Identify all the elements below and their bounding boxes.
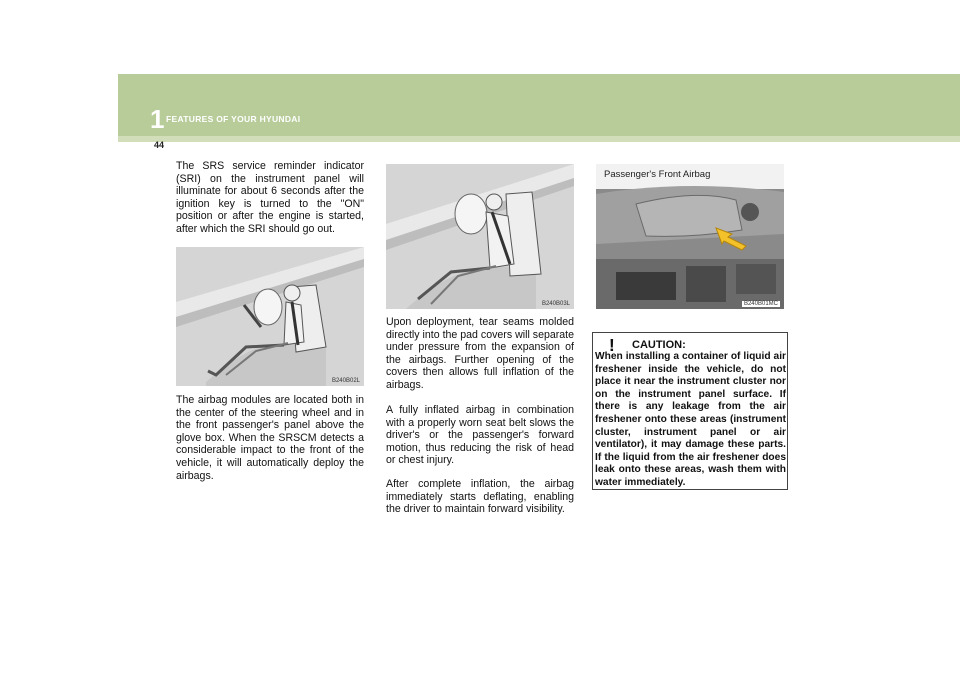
header-strip xyxy=(118,136,960,142)
passenger-airbag-photo xyxy=(596,164,784,309)
header-band xyxy=(118,74,960,136)
figure-code: B240B02L xyxy=(331,378,360,384)
figure-caption: Passenger's Front Airbag xyxy=(604,169,711,180)
deflation-paragraph: After complete inflation, the airbag immediately starts deflating, enabling the driver to maintain forward visibility. xyxy=(386,478,574,516)
caution-symbol: ! xyxy=(608,336,615,355)
caution-title: CAUTION: xyxy=(632,339,686,351)
sri-paragraph: The SRS service reminder indicator (SRI) on the instrument panel will illuminate for about 6 seconds after the ignition key is turned to the "ON" position or after the engine is started, after which the SRI should go out. xyxy=(176,160,364,235)
seat-belt-paragraph: A fully inflated airbag in combination with a properly worn seat belt slows the driver's or the passenger's forward motion, thus reducing the risk of head or chest injury. xyxy=(386,404,574,467)
airbag-modules-paragraph: The airbag modules are located both in the center of the steering wheel and in the front passenger's panel above the glove box. When the SRSCM detects a considerable impact to the front of the vehicle, it will automatically deploy the airbags. xyxy=(176,394,364,482)
page-number: 44 xyxy=(154,140,165,150)
chapter-number: 1 xyxy=(150,104,165,134)
chapter-title: FEATURES OF YOUR HYUNDAI xyxy=(166,114,301,124)
passenger-airbag-figure xyxy=(596,164,784,309)
driver-airbag-figure xyxy=(176,247,364,386)
caution-text: When installing a container of liquid air freshener inside the vehicle, do not place it near the instrument cluster nor on the instrument panel surface. If there is any leakage from the air freshener onto these areas (instrument cluster, instrument panel or air ventilator), it may damage these parts. If the liquid from the air freshener does leak onto these areas, wash them with water immediately. xyxy=(595,351,786,488)
deployment-figure xyxy=(386,164,574,309)
figure-code: B240B01MC xyxy=(743,301,778,307)
driver-airbag-illustration xyxy=(176,247,364,386)
figure-code: B240B03L xyxy=(541,301,570,307)
deployment-paragraph: Upon deployment, tear seams molded directly into the pad covers will separate under pressure from the expansion of the airbags. Further opening of the covers then allows full inflation of the airbags. xyxy=(386,316,574,391)
deployment-illustration xyxy=(386,164,574,309)
